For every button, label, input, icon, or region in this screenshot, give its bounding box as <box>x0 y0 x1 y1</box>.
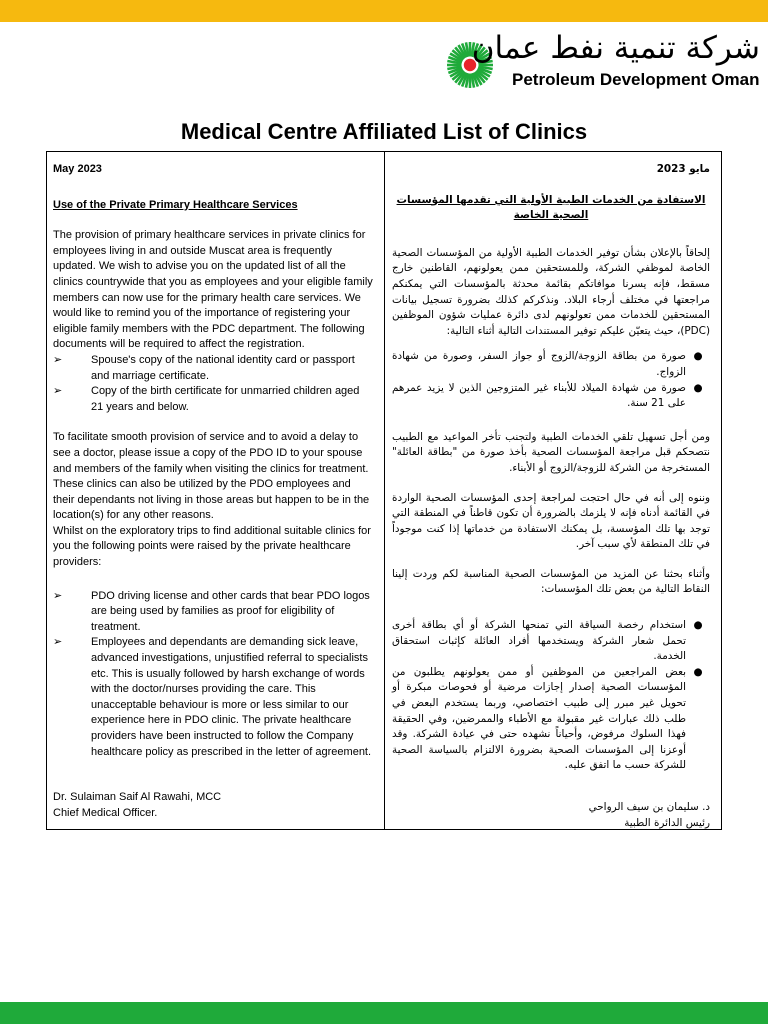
list-item: ● صورة من بطاقة الزوجة/الزوج أو جواز السفر، وصورة من شهادة الزواج. <box>392 349 710 380</box>
english-documents-list <box>53 353 373 415</box>
english-paragraph-2: To facilitate smooth provision of service and to avoid a delay to see a doctor, please issue a copy of the PDO ID to your spouse and members of the family when visiting the clinics for treatment. <box>53 431 369 475</box>
english-date: May 2023 <box>53 163 102 175</box>
list-item: ➢ Spouse's copy of the national identity card or passport and marriage certificate. <box>53 353 373 384</box>
english-points-list <box>53 589 373 761</box>
arrow-bullet-icon: ➢ <box>53 353 63 366</box>
bilingual-notice-table <box>46 151 722 830</box>
dot-bullet-icon: ● <box>693 381 703 394</box>
arabic-points-list <box>392 618 710 774</box>
english-signatory-name: Dr. Sulaiman Saif Al Rawahi, MCC <box>53 791 222 804</box>
page-title: Medical Centre Affiliated List of Clinics <box>180 119 588 144</box>
english-signatory-title: Chief Medical Officer. <box>53 806 158 819</box>
company-arabic-name: شركة تنمية نفط عمان <box>471 30 760 66</box>
bottom-green-bar <box>0 1002 768 1024</box>
arabic-paragraph-3: وننوه إلى أنه في حال احتجت لمراجعة إحدى المؤسسات الصحية الواردة في القائمة أدناه فإنه لا يلزمك بالضرورة أن تكون قاطناً في المنطقة التي توجد بها تلك المؤسسة، بل يمكنك الاستفادة من خدماتها إذا كنت موجوداً في تلك المنطقة لأي سبب آخر. <box>392 491 710 551</box>
arabic-heading: الاستفادة من الخدمات الطبية الأولية التي تقدمها المؤسسات الصحية الخاصة <box>396 193 706 222</box>
arrow-bullet-icon: ➢ <box>53 589 63 602</box>
list-item: ● صورة من شهادة الميلاد للأبناء غير المتزوجين الذين لا يزيد عمرهم على 21 سنة. <box>392 381 710 412</box>
arabic-paragraph-4: وأثناء بحثنا عن المزيد من المؤسسات الصحية المناسبة لكم وردت إلينا النقاط التالية من بعض تلك المؤسسات: <box>392 567 710 596</box>
english-heading: Use of the Private Primary Healthcare Services <box>53 198 298 211</box>
arabic-paragraph-1: إلحاقاً بالإعلان بشأن توفير الخدمات الطبية الأولية من المؤسسات الصحية الخاصة لموظفي الشركة، وللمستحقين ممن يعولونهم، القاطنين خارج مسقط، فإنه يسرنا موافاتكم بقائمة محدثة بالمؤسسات التي يمكنكم مراجعتها في مختلف أرجاء البلاد. ونذكركم كذلك بضرورة تسجيل بيانات المستحقين للخدمات ممن تعولونهم لدى دائرة عمليات شؤون الموظفين (PDC)، حيث يتعيّن عليكم توفير المستندات التالية أثناء التالية: <box>392 246 710 337</box>
arabic-signatory-name: د. سليمان بن سيف الرواحي <box>588 801 710 813</box>
arabic-paragraph-2: ومن أجل تسهيل تلقي الخدمات الطبية ولتجنب تأخر المواعيد مع الطبيب نتصحكم قبل مراجعة المؤسسات الصحية بأخذ صورة من "بطاقة العائلة" المستخرجة من الشركة للزوجة/الزوج أو الأبناء. <box>392 430 710 474</box>
list-item: ➢ Copy of the birth certificate for unmarried children aged 21 years and below. <box>53 384 373 415</box>
dot-bullet-icon: ● <box>693 619 703 632</box>
dot-bullet-icon: ● <box>693 350 703 363</box>
list-item: ➢ PDO driving license and other cards that bear PDO logos are being used by families as proof for eligibility of treatment. <box>53 589 373 636</box>
english-paragraph-4: Whilst on the exploratory trips to find additional suitable clinics for you the following points were raised by the private healthcare providers: <box>53 524 371 569</box>
arabic-signatory-title: رئيس الدائرة الطبية <box>624 816 710 829</box>
arrow-bullet-icon: ➢ <box>53 385 63 398</box>
top-yellow-bar <box>0 0 768 22</box>
english-paragraph-3: These clinics can also be utilized by the PDO employees and their dependants not living in those areas but happen to be in the location(s) for any other reasons. <box>53 478 370 522</box>
list-item: ● بعض المراجعين من الموظفين أو ممن يعولونهم يطلبون من المؤسسات الصحية إصدار إجازات مرضية أو فحوصات مبكرة أو تحويل غير مبرر إلى طبيب اختصاصي، وربما يستخدم البعض في طلب ذلك عبارات غير مقبولة مع الأطباء والممرضين، وفي الحقيقة فهذا السلوك مرفوض، وأحياناً نشهده حتى في عيادة الشركة. وقد أوعزنا إلى المؤسسات الصحية بضرورة الالتزام بالسياسة الصحية للشركة حسب ما اتفق عليه. <box>392 665 710 774</box>
arabic-documents-list <box>392 349 710 411</box>
list-item: ➢ Employees and dependants are demanding sick leave, advanced investigations, unjustified referral to specialists etc. This is usually followed by harsh exchange of words with the doctor/nurses providing the care. This unacceptable behaviour is more or less similar to our experience here in PDO clinic. The private healthcare providers have been instructed to follow the Company healthcare policy as prescribed in the letter of agreement. <box>53 635 373 760</box>
column-divider <box>384 152 385 829</box>
list-item: ● استخدام رخصة السياقة التي تمنحها الشركة أو أي بطاقة أخرى تحمل شعار الشركة ويستخدمها أفراد العائلة كإثبات استحقاق الخدمة. <box>392 618 710 665</box>
company-english-name: Petroleum Development Oman <box>512 70 760 89</box>
arabic-date: مايو 2023 <box>656 163 710 175</box>
english-paragraph-1: The provision of primary healthcare services in private clinics for employees living in and outside Muscat area is frequently updated. We wish to advise you on the updated list of all the clinics countrywide that you as employees and your eligible family members can now use for the primary health care services. We would like to remind you of the importance of registering your eligible family members with the PDC department. The following documents will be required to affect the registration. <box>53 229 373 351</box>
arabic-column <box>392 162 710 831</box>
dot-bullet-icon: ● <box>693 665 703 678</box>
english-column <box>53 162 373 821</box>
arrow-bullet-icon: ➢ <box>53 636 63 649</box>
